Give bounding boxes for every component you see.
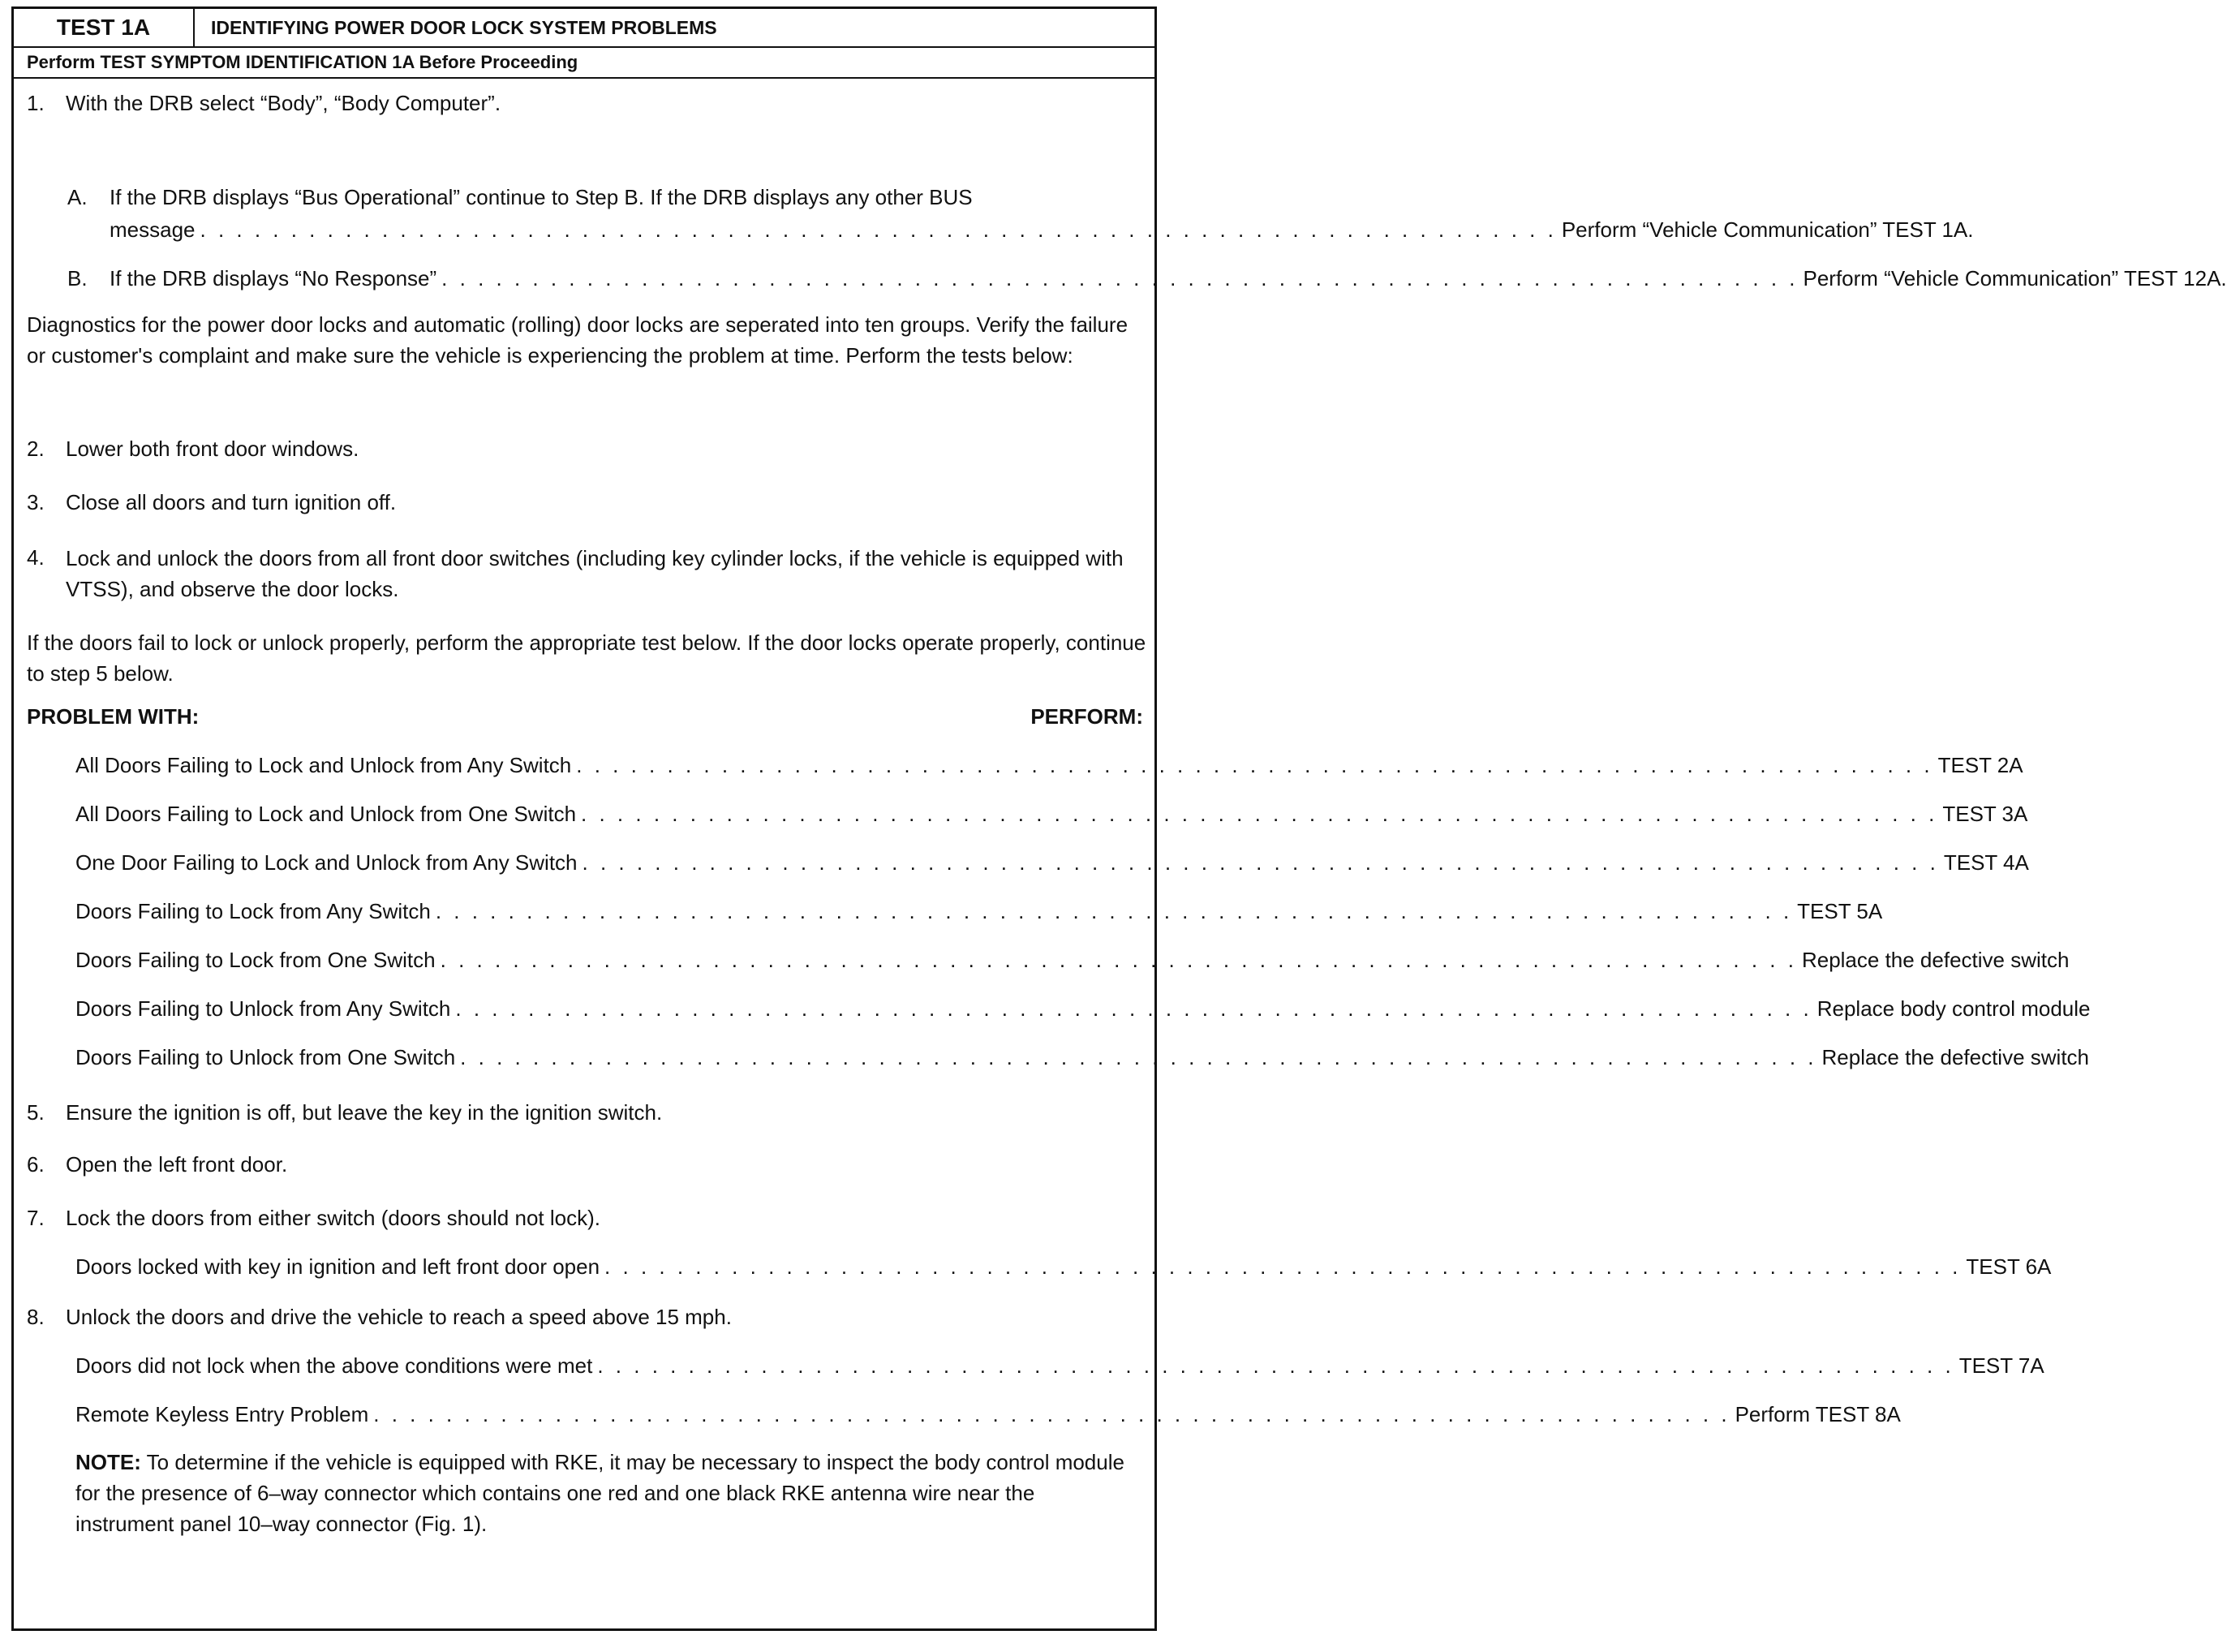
- table-row: [75, 992, 2091, 1025]
- leader-dots: . . . . . . . . . . . . . . . . . . . . . . . . . . . . . . . . . . . . . . . . . . . . . . . . . . . . . . . . . . . . . . . . . . . . . . . . . . .: [200, 217, 1557, 242]
- note-block: [75, 1447, 1130, 1539]
- leader-dots: . . . . . . . . . . . . . . . . . . . . . . . . . . . . . . . . . . . . . . . . . . . . . . . . . . . . . . . . . . . . . . . . . . . . . . . . . . .: [582, 850, 1939, 875]
- step-4-number: 4.: [27, 545, 45, 570]
- step-3-text: Close all doors and turn ignition off.: [66, 490, 397, 514]
- leader-dots: . . . . . . . . . . . . . . . . . . . . . . . . . . . . . . . . . . . . . . . . . . . . . . . . . . . . . . . . . . . . . . . . . . . . . . . . . . .: [455, 996, 1812, 1021]
- intro-paragraph: Diagnostics for the power door locks and automatic (rolling) door locks are seperated into ten groups. Verify the failure or customer's complaint and make sure the vehicle is experiencing the problem at time. Perform the tests below:: [27, 312, 1129, 368]
- step-8-text: Unlock the doors and drive the vehicle to reach a speed above 15 mph.: [66, 1305, 732, 1329]
- leader-dots: . . . . . . . . . . . . . . . . . . . . . . . . . . . . . . . . . . . . . . . . . . . . . . . . . . . . . . . . . . . . . . . . . . . . . . . . . . .: [373, 1402, 1730, 1426]
- note-text: To determine if the vehicle is equipped with RKE, it may be necessary to inspect the body control module for the presence of 6–way connector which contains one red and one black RKE antenna wire near the instrument panel 10–way connector (Fig. 1).: [75, 1450, 1124, 1536]
- table-row: [75, 749, 2023, 781]
- problem-cell: Doors Failing to Lock from One Switch: [75, 948, 436, 972]
- perform-cell: Replace the defective switch: [1821, 1045, 2090, 1069]
- perform-cell: TEST 6A: [1966, 1254, 2052, 1279]
- table-row: [75, 1398, 1901, 1430]
- if-paragraph: If the doors fail to lock or unlock properly, perform the appropriate test below. If the door locks operate properly, continue to step 5 below.: [27, 630, 1146, 686]
- step-2-number: 2.: [27, 437, 45, 461]
- leader-dots: . . . . . . . . . . . . . . . . . . . . . . . . . . . . . . . . . . . . . . . . . . . . . . . . . . . . . . . . . . . . . . . . . . . . . . . . . . .: [460, 1045, 1817, 1069]
- procedure-page: [11, 6, 2227, 1631]
- note-label: NOTE:: [75, 1450, 141, 1474]
- table-row: [75, 944, 2070, 976]
- step-1b-action: Perform “Vehicle Communication” TEST 12A.: [1803, 266, 2227, 290]
- step-6-text: Open the left front door.: [66, 1152, 288, 1177]
- leader-dots: . . . . . . . . . . . . . . . . . . . . . . . . . . . . . . . . . . . . . . . . . . . . . . . . . . . . . . . . . . . . . . . . . . . . . . . . . . .: [604, 1254, 1962, 1279]
- problem-cell: One Door Failing to Lock and Unlock from Any Switch: [75, 850, 578, 875]
- leader-dots: . . . . . . . . . . . . . . . . . . . . . . . . . . . . . . . . . . . . . . . . . . . . . . . . . . . . . . . . . . . . . . . . . . . . . . . . . . .: [435, 899, 1793, 923]
- problem-cell: Doors did not lock when the above conditions were met: [75, 1353, 593, 1378]
- perform-cell: TEST 4A: [1943, 850, 2029, 875]
- step-5-number: 5.: [27, 1100, 45, 1125]
- problem-cell: Doors Failing to Lock from Any Switch: [75, 899, 431, 923]
- problem-cell: Remote Keyless Entry Problem: [75, 1402, 369, 1426]
- table-row: [75, 1250, 2052, 1283]
- leader-dots: . . . . . . . . . . . . . . . . . . . . . . . . . . . . . . . . . . . . . . . . . . . . . . . . . . . . . . . . . . . . . . . . . . . . . . . . . . .: [440, 948, 1797, 972]
- leader-dots: . . . . . . . . . . . . . . . . . . . . . . . . . . . . . . . . . . . . . . . . . . . . . . . . . . . . . . . . . . . . . . . . . . . . . . . . . . .: [441, 266, 1799, 290]
- step-6-number: 6.: [27, 1152, 45, 1177]
- test-id: TEST 1A: [14, 9, 195, 46]
- step-1a-condition: message: [110, 217, 196, 242]
- prerequisite-note: Perform TEST SYMPTOM IDENTIFICATION 1A Before Proceeding: [14, 46, 1154, 79]
- leader-dots: . . . . . . . . . . . . . . . . . . . . . . . . . . . . . . . . . . . . . . . . . . . . . . . . . . . . . . . . . . . . . . . . . . . . . . . . . . .: [597, 1353, 1954, 1378]
- perform-column-header: PERFORM:: [1030, 704, 1143, 729]
- problem-cell: Doors locked with key in ignition and left front door open: [75, 1254, 600, 1279]
- perform-cell: TEST 7A: [1958, 1353, 2044, 1378]
- leader-dots: . . . . . . . . . . . . . . . . . . . . . . . . . . . . . . . . . . . . . . . . . . . . . . . . . . . . . . . . . . . . . . . . . . . . . . . . . . .: [581, 802, 1938, 826]
- leader-dots: . . . . . . . . . . . . . . . . . . . . . . . . . . . . . . . . . . . . . . . . . . . . . . . . . . . . . . . . . . . . . . . . . . . . . . . . . . .: [576, 753, 1933, 777]
- perform-cell: TEST 2A: [1937, 753, 2023, 777]
- step-1b-row: [110, 262, 2227, 295]
- table-row: [75, 798, 2028, 830]
- step-1a-action: Perform “Vehicle Communication” TEST 1A.: [1561, 217, 1974, 242]
- perform-cell: Perform TEST 8A: [1735, 1402, 1901, 1426]
- step-5-text: Ensure the ignition is off, but leave the key in the ignition switch.: [66, 1100, 663, 1125]
- step-1b-condition: If the DRB displays “No Response”: [110, 266, 437, 290]
- test-title: IDENTIFYING POWER DOOR LOCK SYSTEM PROBLEMS: [211, 17, 717, 38]
- table-row: [75, 846, 2029, 879]
- step-3-number: 3.: [27, 490, 45, 514]
- step-1a-row: [110, 213, 1974, 246]
- problem-cell: Doors Failing to Unlock from One Switch: [75, 1045, 456, 1069]
- step-8-number: 8.: [27, 1305, 45, 1329]
- step-7-number: 7.: [27, 1206, 45, 1230]
- step-1b-number: B.: [67, 266, 88, 290]
- step-1-number: 1.: [27, 91, 45, 115]
- table-row: [75, 895, 1883, 927]
- perform-cell: Replace the defective switch: [1801, 948, 2070, 972]
- problem-cell: All Doors Failing to Lock and Unlock from One Switch: [75, 802, 577, 826]
- step-7-text: Lock the doors from either switch (doors should not lock).: [66, 1206, 600, 1230]
- step-1a-text: If the DRB displays “Bus Operational” continue to Step B. If the DRB displays any other BUS: [110, 185, 973, 209]
- step-1a-number: A.: [67, 185, 88, 209]
- header-bar: [14, 9, 1154, 48]
- step-2-text: Lower both front door windows.: [66, 437, 359, 461]
- problem-column-header: PROBLEM WITH:: [27, 704, 200, 729]
- perform-cell: Replace body control module: [1816, 996, 2091, 1021]
- table-row: [75, 1349, 2044, 1382]
- table-row: [75, 1041, 2090, 1073]
- step-1-text: With the DRB select “Body”, “Body Computer”.: [66, 91, 501, 115]
- perform-cell: TEST 5A: [1797, 899, 1883, 923]
- step-4-text: Lock and unlock the doors from all front door switches (including key cylinder locks, if the vehicle is equipped with VTSS), and observe the door locks.: [66, 546, 1124, 601]
- problem-cell: Doors Failing to Unlock from Any Switch: [75, 996, 451, 1021]
- problem-cell: All Doors Failing to Lock and Unlock from Any Switch: [75, 753, 572, 777]
- perform-cell: TEST 3A: [1942, 802, 2028, 826]
